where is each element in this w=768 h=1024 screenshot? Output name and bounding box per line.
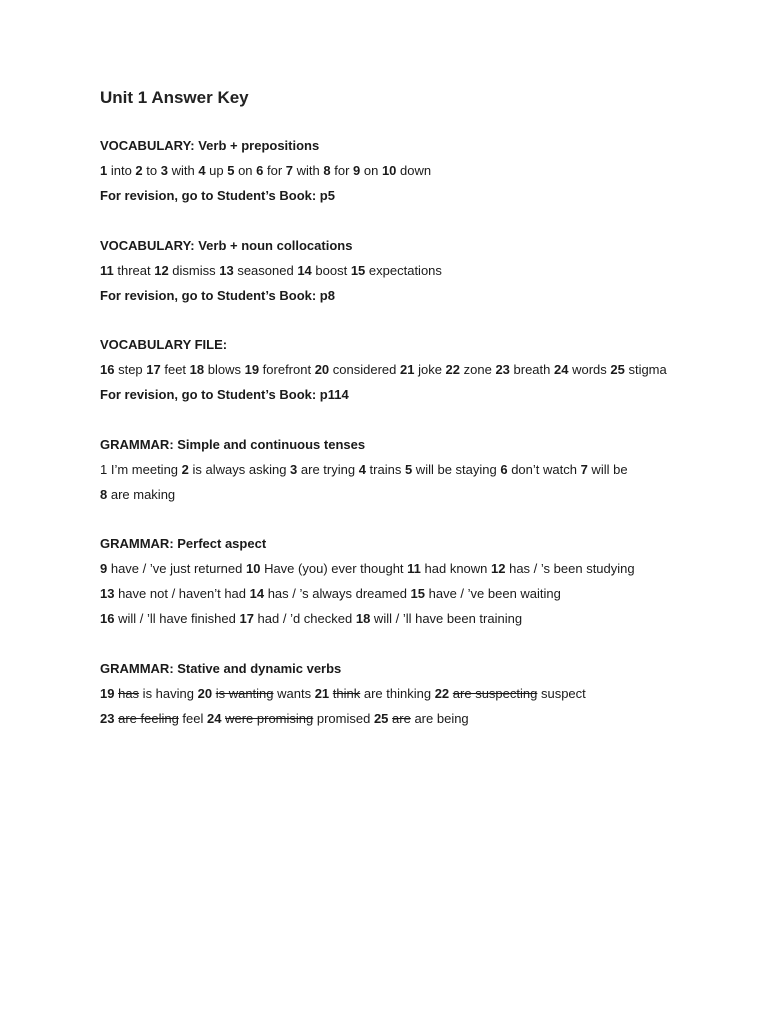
item-number: 18	[189, 362, 205, 377]
answer-text: don’t watch	[507, 462, 581, 477]
answer-text: step	[114, 362, 147, 377]
answer-text: have not / haven’t had	[114, 586, 250, 601]
section-heading: VOCABULARY FILE:	[100, 337, 228, 352]
item-number: 7	[580, 462, 588, 477]
answer-text: feel	[178, 711, 207, 726]
answer-text: has / ’s been studying	[505, 561, 635, 576]
section-vocabulary-file	[100, 336, 740, 411]
item-number: 2	[181, 462, 189, 477]
answer-text: had known	[420, 561, 492, 576]
answer-text: words	[568, 362, 611, 377]
revision-note: For revision, go to Student’s Book: p114	[100, 387, 349, 402]
answer-line	[100, 461, 740, 486]
answer-line	[100, 361, 740, 386]
item-number: 22	[434, 686, 450, 701]
item-number: 13	[219, 263, 234, 278]
item-number: 24	[207, 711, 222, 726]
answer-text: will be	[587, 462, 628, 477]
answer-text: has / ’s always dreamed	[264, 586, 411, 601]
answer-text: are thinking	[360, 686, 435, 701]
answer-text: will / ’ll have finished	[114, 611, 240, 626]
answer-text: with	[293, 163, 324, 178]
section-heading: GRAMMAR: Stative and dynamic verbs	[100, 661, 342, 676]
answer-text: down	[396, 163, 432, 178]
answer-text: with	[167, 163, 199, 178]
answer-text: had / ’d checked	[253, 611, 356, 626]
item-number: 12	[491, 561, 506, 576]
struck-answer: are	[392, 711, 411, 726]
answer-text: zone	[460, 362, 496, 377]
answer-line	[100, 262, 740, 287]
answer-text: have / ’ve been waiting	[425, 586, 561, 601]
item-number: 18	[355, 611, 371, 626]
section-heading: VOCABULARY: Verb + noun collocations	[100, 238, 353, 253]
item-number: 20	[197, 686, 213, 701]
item-number: 6	[500, 462, 508, 477]
struck-answer: were promising	[225, 711, 314, 726]
answer-text: to	[142, 163, 161, 178]
struck-answer: are suspecting	[452, 686, 538, 701]
answer-line	[100, 560, 740, 585]
item-number: 11	[100, 263, 114, 278]
page-title: Unit 1 Answer Key	[100, 88, 249, 107]
answer-text: is having	[139, 686, 198, 701]
item-number: 25	[610, 362, 625, 377]
item-number: 7	[285, 163, 294, 178]
answer-text: trains	[365, 462, 405, 477]
answer-text: breath	[509, 362, 554, 377]
item-number: 11	[407, 561, 421, 576]
answer-text: on	[234, 163, 257, 178]
answer-text: expectations	[365, 263, 442, 278]
answer-line	[100, 162, 740, 187]
answer-text: are trying	[297, 462, 359, 477]
item-number: 3	[160, 163, 168, 178]
item-number: 1	[100, 163, 108, 178]
item-number: 24	[554, 362, 569, 377]
item-number: 8	[100, 487, 108, 502]
answer-text: Have (you) ever thought	[260, 561, 408, 576]
item-number: 5	[404, 462, 413, 477]
item-number: 6	[256, 163, 264, 178]
answer-text: are making	[107, 487, 176, 502]
answer-text: feet	[160, 362, 190, 377]
answer-text: stigma	[624, 362, 667, 377]
item-number: 9	[100, 561, 108, 576]
item-number: 22	[445, 362, 461, 377]
item-number: 25	[373, 711, 389, 726]
revision-note: For revision, go to Student’s Book: p8	[100, 288, 335, 303]
answer-line	[100, 685, 740, 710]
section-verb-prepositions	[100, 137, 740, 212]
answer-text: considered	[329, 362, 400, 377]
item-number: 19	[244, 362, 260, 377]
answer-text: forefront	[259, 362, 315, 377]
answer-text: up	[205, 163, 228, 178]
item-number: 21	[314, 686, 330, 701]
section-verb-noun-collocations	[100, 237, 740, 312]
item-number: 10	[381, 163, 397, 178]
item-number: 2	[135, 163, 143, 178]
answer-text: boost	[311, 263, 351, 278]
answer-text: are being	[410, 711, 469, 726]
item-number: 17	[146, 362, 161, 377]
answer-text: suspect	[537, 686, 586, 701]
struck-answer: are feeling	[118, 711, 179, 726]
item-number: 16	[100, 362, 115, 377]
answer-text: into	[107, 163, 136, 178]
item-number: 5	[227, 163, 235, 178]
item-number: 15	[350, 263, 366, 278]
answer-text: have / ’ve just returned	[107, 561, 246, 576]
item-number: 8	[323, 163, 331, 178]
item-number: 4	[198, 163, 206, 178]
answer-line	[100, 610, 740, 635]
answer-text: will be staying	[412, 462, 501, 477]
item-number: 14	[249, 586, 265, 601]
section-heading: VOCABULARY: Verb + prepositions	[100, 138, 320, 153]
answer-text: blows	[204, 362, 245, 377]
section-heading: GRAMMAR: Perfect aspect	[100, 536, 267, 551]
item-number: 19	[100, 686, 115, 701]
answer-text: 1 I’m meeting	[100, 462, 182, 477]
section-stative-dynamic	[100, 660, 740, 735]
item-number: 21	[400, 362, 415, 377]
item-number: 23	[495, 362, 510, 377]
answer-line	[100, 585, 740, 610]
section-heading: GRAMMAR: Simple and continuous tenses	[100, 437, 366, 452]
answer-text: dismiss	[168, 263, 220, 278]
answer-text: for	[263, 163, 286, 178]
struck-answer: think	[332, 686, 361, 701]
answer-text: is always asking	[188, 462, 291, 477]
item-number: 17	[239, 611, 254, 626]
item-number: 12	[154, 263, 169, 278]
answer-text: will / ’ll have been training	[370, 611, 523, 626]
struck-answer: is wanting	[215, 686, 274, 701]
item-number: 13	[100, 586, 115, 601]
item-number: 23	[100, 711, 115, 726]
item-number: 16	[100, 611, 115, 626]
item-number: 10	[245, 561, 261, 576]
answer-line	[100, 486, 740, 511]
section-simple-continuous	[100, 436, 740, 511]
answer-text: seasoned	[233, 263, 298, 278]
answer-text: joke	[414, 362, 446, 377]
answer-text: promised	[313, 711, 374, 726]
item-number: 14	[297, 263, 312, 278]
item-number: 9	[353, 163, 361, 178]
answer-text: for	[330, 163, 354, 178]
revision-note: For revision, go to Student’s Book: p5	[100, 188, 335, 203]
answer-line	[100, 710, 740, 735]
item-number: 3	[290, 462, 298, 477]
answer-text: wants	[273, 686, 315, 701]
item-number: 15	[410, 586, 426, 601]
item-number: 20	[314, 362, 330, 377]
struck-answer: has	[118, 686, 140, 701]
answer-text: threat	[113, 263, 155, 278]
item-number: 4	[358, 462, 366, 477]
answer-text: on	[360, 163, 382, 178]
section-perfect-aspect	[100, 535, 740, 635]
